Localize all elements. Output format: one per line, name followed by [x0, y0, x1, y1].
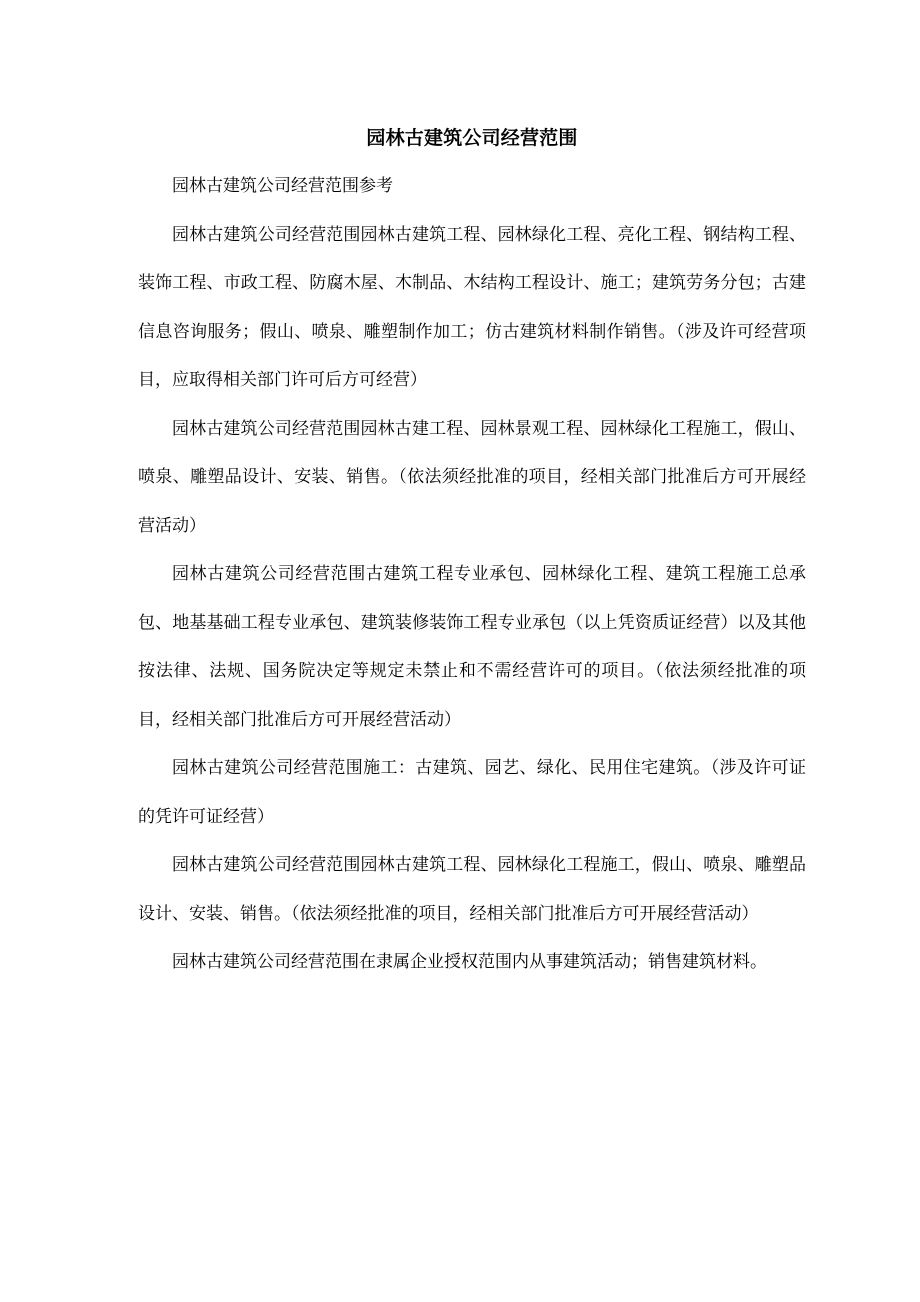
paragraph-scope-4: 园林古建筑公司经营范围施工：古建筑、园艺、绿化、民用住宅建筑。（涉及许可证的凭许可证经营） [138, 758, 806, 827]
paragraph-scope-1: 园林古建筑公司经营范围园林古建筑工程、园林绿化工程、亮化工程、钢结构工程、装饰工程、市政工程、防腐木屋、木制品、木结构工程设计、施工；建筑劳务分包；古建信息咨询服务；假山、喷泉、雕塑制作加工；仿古建筑材料制作销售。（涉及许可经营项目，应取得相关部门许可后方可经营） [138, 224, 806, 390]
paragraph-scope-3: 园林古建筑公司经营范围古建筑工程专业承包、园林绿化工程、建筑工程施工总承包、地基基础工程专业承包、建筑装修装饰工程专业承包（以上凭资质证经营）以及其他按法律、法规、国务院决定等规定未禁止和不需经营许可的项目。（依法须经批准的项目，经相关部门批准后方可开展经营活动） [138, 564, 806, 730]
paragraph-reference: 园林古建筑公司经营范围参考 [172, 176, 393, 196]
paragraph-scope-2: 园林古建筑公司经营范围园林古建工程、园林景观工程、园林绿化工程施工，假山、喷泉、雕塑品设计、安装、销售。（依法须经批准的项目，经相关部门批准后方可开展经营活动） [138, 418, 806, 536]
document-title: 园林古建筑公司经营范围 [366, 127, 578, 149]
paragraph-scope-5: 园林古建筑公司经营范围园林古建筑工程、园林绿化工程施工，假山、喷泉、雕塑品设计、安装、销售。（依法须经批准的项目，经相关部门批准后方可开展经营活动） [138, 855, 806, 924]
paragraph-scope-6: 园林古建筑公司经营范围在隶属企业授权范围内从事建筑活动；销售建筑材料。 [172, 952, 767, 972]
document-content [138, 118, 806, 987]
